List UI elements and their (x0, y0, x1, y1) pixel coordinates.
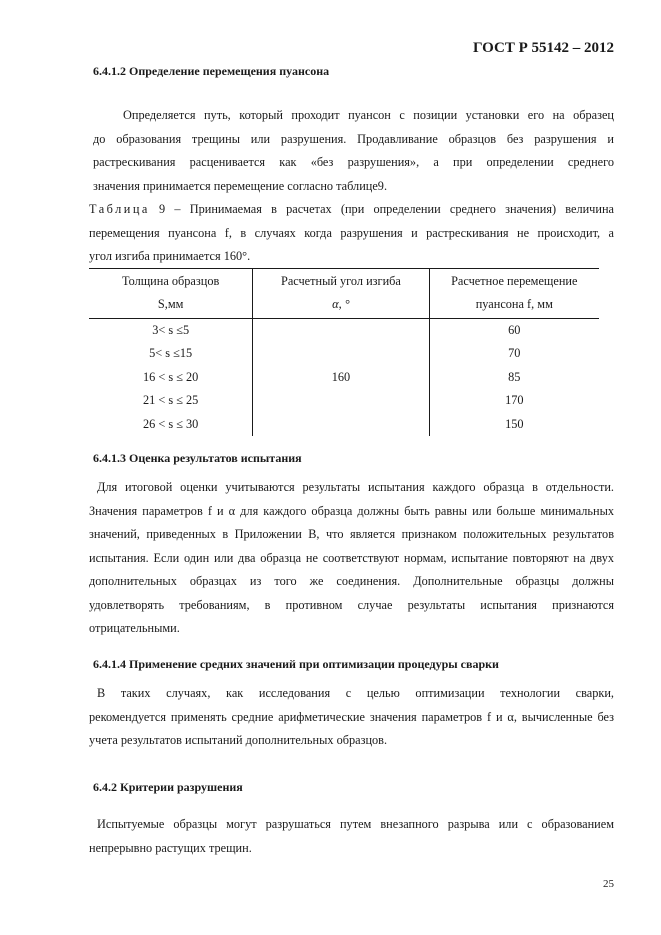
header-displacement: Расчетное перемещение пуансона f, мм (429, 269, 599, 319)
text-line: перемещения пуансона f, в случаях когда разрушения и растрескивания не происходит, а (89, 225, 614, 240)
paragraph-6-4-1-3 (89, 476, 614, 641)
cell-thickness: 26 < s ≤ 30 (89, 413, 253, 436)
text-line: угол изгиба принимается 160°. (89, 249, 251, 263)
cell-thickness: 3< s ≤5 (89, 319, 253, 343)
table-row (89, 319, 599, 343)
text-line: непрерывно растущих трещин. (89, 840, 252, 855)
caption-text: 9 – Принимаемая в расчетах (при определении среднего значения) величина (149, 202, 614, 216)
text-line: испытания. Если один или два образца не соответствуют нормам, испытание повторяют на двух (89, 550, 614, 565)
cell-thickness: 21 < s ≤ 25 (89, 389, 253, 412)
text-line: до образования трещины или разрушения. Продавливание образцов без разрушения и (93, 131, 614, 146)
cell-thickness: 16 < s ≤ 20 (89, 366, 253, 389)
cell-displacement: 60 (508, 323, 521, 337)
header-angle: Расчетный угол изгиба α, ° (253, 269, 429, 319)
paragraph-6-4-2 (89, 813, 614, 860)
cell-displacement: 170 (505, 393, 524, 408)
heading-6-4-1-2: 6.4.1.2 Определение перемещения пуансона (93, 64, 330, 78)
standard-number: ГОСТ Р 55142 – 2012 (472, 40, 614, 56)
page-number: 25 (603, 878, 614, 890)
text-line: Определяется путь, который проходит пуансон с позиции установки его на образец (123, 108, 614, 122)
header-thickness: Толщина образцов S,мм (89, 269, 253, 319)
text-line: Испытуемые образцы могут разрушаться путем внезапного разрыва или с образованием (97, 817, 614, 831)
cell-angle: 160 (253, 319, 429, 437)
text-line (89, 198, 614, 222)
heading-6-4-2: 6.4.2 Критерии разрушения (93, 780, 243, 794)
text-line: значения принимается перемещение согласно таблице9. (93, 178, 388, 193)
heading-6-4-1-4: 6.4.1.4 Применение средних значений при оптимизации процедуры сварки (93, 657, 499, 671)
paragraph-6-4-1-2 (93, 104, 614, 198)
table-9-caption (89, 198, 614, 269)
table-9 (89, 268, 599, 436)
text-line: удовлетворять требованиям, в противном случае результаты испытания признаются (89, 597, 614, 612)
text-line: рекомендуется применять средние арифметические значения параметров f и α, вычисленные без (89, 709, 614, 724)
cell-displacement: 70 (508, 346, 521, 361)
cell-displacement: 150 (505, 416, 524, 431)
text-line: отрицательными. (89, 621, 180, 635)
text-line: растрескивания расценивается как «без разрушения», а при определении среднего (93, 155, 614, 169)
text-line: Для итоговой оценки учитываются результаты испытания каждого образца в отдельности. (97, 480, 614, 494)
text-line: дополнительных образцах из того же соединения. Дополнительные образцы должны (89, 574, 614, 588)
text-line: Значения параметров f и α для каждого образца должны быть равны или больше минимальных (89, 503, 614, 518)
table-label: Таблица (89, 202, 150, 216)
cell-displacement: 85 (508, 369, 521, 384)
text-line: В таких случаях, как исследования с целью оптимизации технологии сварки, (97, 686, 614, 700)
cell-thickness: 5< s ≤15 (89, 342, 253, 365)
heading-6-4-1-3: 6.4.1.3 Оценка результатов испытания (93, 451, 302, 465)
table-header-row (89, 269, 599, 319)
text-line: значений, приведенных в Приложении В, что является признаком положительных результатов (89, 527, 614, 541)
text-line: учета результатов испытаний дополнительных образцов. (89, 733, 388, 747)
paragraph-6-4-1-4 (89, 682, 614, 753)
